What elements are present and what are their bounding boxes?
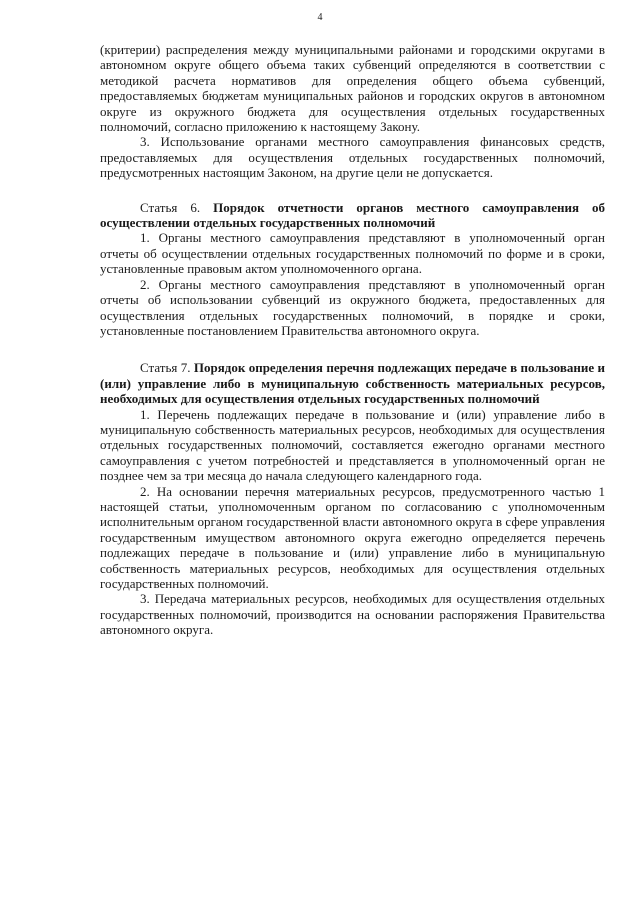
article-7-paragraph-1: 1. Перечень подлежащих передаче в пользование и (или) управление либо в муниципальную собственность материальных ресурсов, необходимых для осуществления отдельных государственных полномочий, составляется ежегодно органами местного самоуправления с учетом потребностей и представляется в уполномоченный орган не позднее чем за три месяца до начала следующего календарного года. xyxy=(100,406,605,484)
article-7-label: Статья 7. xyxy=(140,360,191,376)
article-6-title: Порядок отчетности органов местного самоуправления об осуществлении отдельных государственных полномочий xyxy=(100,199,605,231)
article-6-label: Статья 6. xyxy=(140,199,201,215)
article-6-heading xyxy=(100,200,605,231)
clause-3-paragraph: 3. Использование органами местного самоуправления финансовых средств, предоставляемых для осуществления отдельных государственных полномочий, предусмотренных настоящим Законом, на другие цели не допускается. xyxy=(100,134,605,181)
article-6-paragraph-2: 2. Органы местного самоуправления представляют в уполномоченный орган отчеты об использовании субвенций из окружного бюджета, предоставленных для осуществления отдельных государственных полномочий, в порядке и сроки, установленные постановлением Правительства автономного округа. xyxy=(100,276,605,338)
article-7-heading xyxy=(100,360,605,406)
article-6-paragraph-1: 1. Органы местного самоуправления представляют в уполномоченный орган отчеты об осуществлении отдельных государственных полномочий по форме и в сроки, установленные правовым актом уполномоченного органа. xyxy=(100,230,605,277)
article-7-paragraph-2: 2. На основании перечня материальных ресурсов, предусмотренного частью 1 настоящей статьи, уполномоченным органом по согласованию с уполномоченным исполнительным органом государственной власти автономного округа в сфере управления государственным имуществом автономного округа ежегодно определяется перечень подлежащих передаче в пользование и (или) управление либо в муниципальную собственность материальных ресурсов, необходимых для осуществления отдельных государственных полномочий. xyxy=(100,483,605,591)
article-7-paragraph-3: 3. Передача материальных ресурсов, необходимых для осуществления отдельных государственных полномочий, производится на основании распоряжения Правительства автономного округа. xyxy=(100,591,605,638)
article-7-title: Порядок определения перечня подлежащих передаче в пользование и (или) управление либо в муниципальную собственность материальных ресурсов, необходимых для осуществления отдельных государственных полномочий xyxy=(100,360,606,407)
intro-paragraph: (критерии) распределения между муниципальными районами и городскими округами в автономном округе общего объема таких субвенций определяются в соответствии с методикой расчета нормативов для определения общего объема субвенций, предоставляемых бюджетам муниципальных районов и городских округов в автономном округе из окружного бюджета для осуществления отдельных государственных полномочий, согласно приложению к настоящему Закону. xyxy=(100,42,605,135)
page-number: 4 xyxy=(317,12,323,23)
